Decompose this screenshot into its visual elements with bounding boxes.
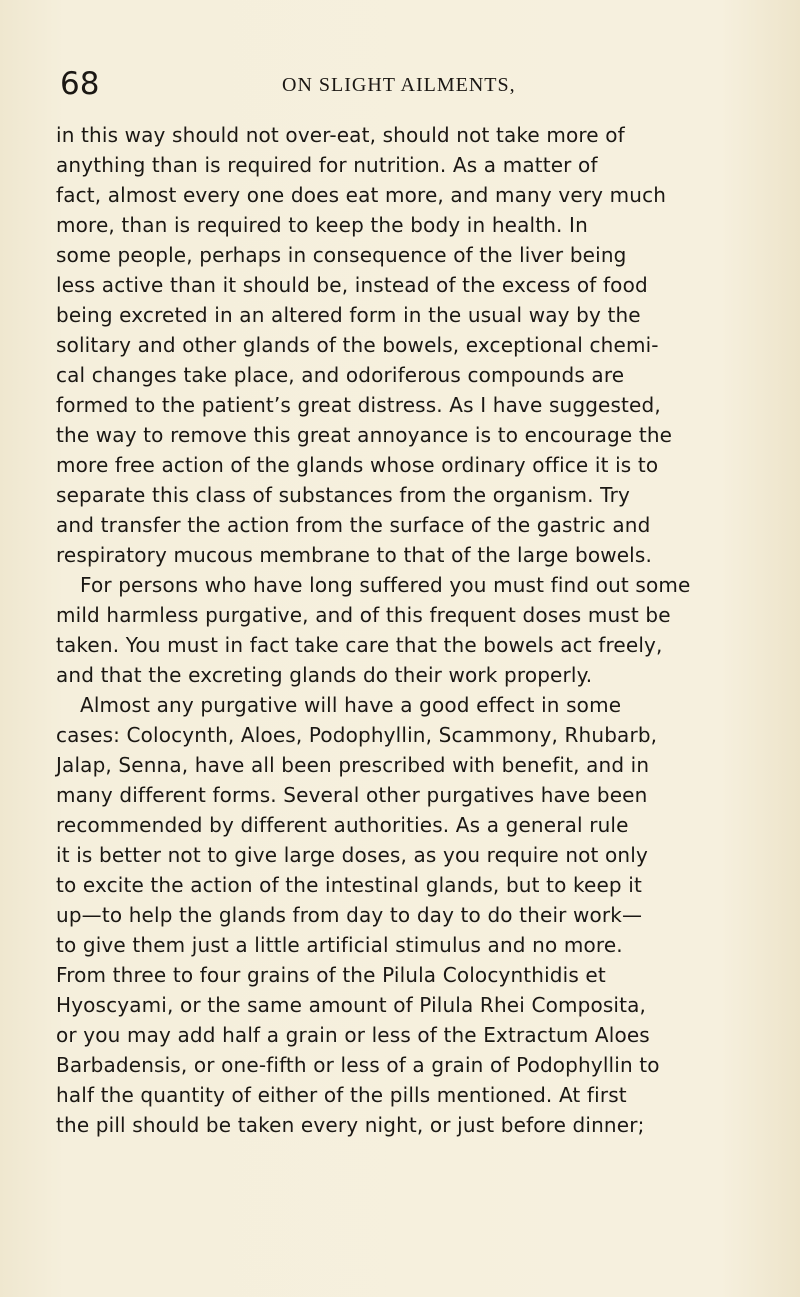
text-line: solitary and other glands of the bowels, exceptional chemi- (56, 333, 659, 357)
text-line: formed to the patient’s great distress. As I have suggested, (56, 393, 661, 417)
body-text (56, 120, 740, 1140)
text-line: or you may add half a grain or less of the Extractum Aloes (56, 1023, 650, 1047)
text-line: more, than is required to keep the body in health. In (56, 213, 588, 237)
text-line: cal changes take place, and odoriferous compounds are (56, 363, 625, 387)
text-line: From three to four grains of the Pilula Colocynthidis et (56, 963, 606, 987)
text-line: being excreted in an altered form in the usual way by the (56, 303, 641, 327)
text-line: recommended by different authorities. As a general rule (56, 813, 629, 837)
text-line: Barbadensis, or one-fifth or less of a grain of Podophyllin to (56, 1053, 660, 1077)
paragraph-start-line: Almost any purgative will have a good effect in some (80, 693, 622, 717)
text-line: fact, almost every one does eat more, and many very much (56, 183, 667, 207)
text-line: and that the excreting glands do their work properly. (56, 663, 593, 687)
text-line: up—to help the glands from day to day to do their work— (56, 903, 643, 927)
text-line: many different forms. Several other purgatives have been (56, 783, 648, 807)
text-line: to excite the action of the intestinal glands, but to keep it (56, 873, 642, 897)
text-line: cases: Colocynth, Aloes, Podophyllin, Scammony, Rhubarb, (56, 723, 658, 747)
text-line: Jalap, Senna, have all been prescribed with benefit, and in (56, 753, 650, 777)
text-line: the way to remove this great annoyance is to encourage the (56, 423, 673, 447)
text-line: more free action of the glands whose ordinary office it is to (56, 453, 659, 477)
running-title: ON SLIGHT AILMENTS, (282, 74, 516, 96)
text-line: respiratory mucous membrane to that of the large bowels. (56, 543, 652, 567)
text-line: anything than is required for nutrition. As a matter of (56, 153, 598, 177)
text-line: to give them just a little artificial stimulus and no more. (56, 933, 623, 957)
page-header (60, 64, 720, 104)
paragraph-start-line: For persons who have long suffered you must find out some (80, 573, 691, 597)
text-line: mild harmless purgative, and of this frequent doses must be (56, 603, 671, 627)
text-line: it is better not to give large doses, as you require not only (56, 843, 648, 867)
text-line: Hyoscyami, or the same amount of Pilula Rhei Composita, (56, 993, 647, 1017)
text-line: separate this class of substances from the organism. Try (56, 483, 630, 507)
text-line: less active than it should be, instead of the excess of food (56, 273, 648, 297)
text-line: the pill should be taken every night, or just before dinner; (56, 1113, 645, 1137)
text-line: in this way should not over-eat, should not take more of (56, 123, 625, 147)
page-number: 68 (60, 66, 100, 102)
text-line: taken. You must in fact take care that the bowels act freely, (56, 633, 663, 657)
text-line: and transfer the action from the surface of the gastric and (56, 513, 651, 537)
text-line: half the quantity of either of the pills mentioned. At first (56, 1083, 627, 1107)
text-line: some people, perhaps in consequence of the liver being (56, 243, 627, 267)
